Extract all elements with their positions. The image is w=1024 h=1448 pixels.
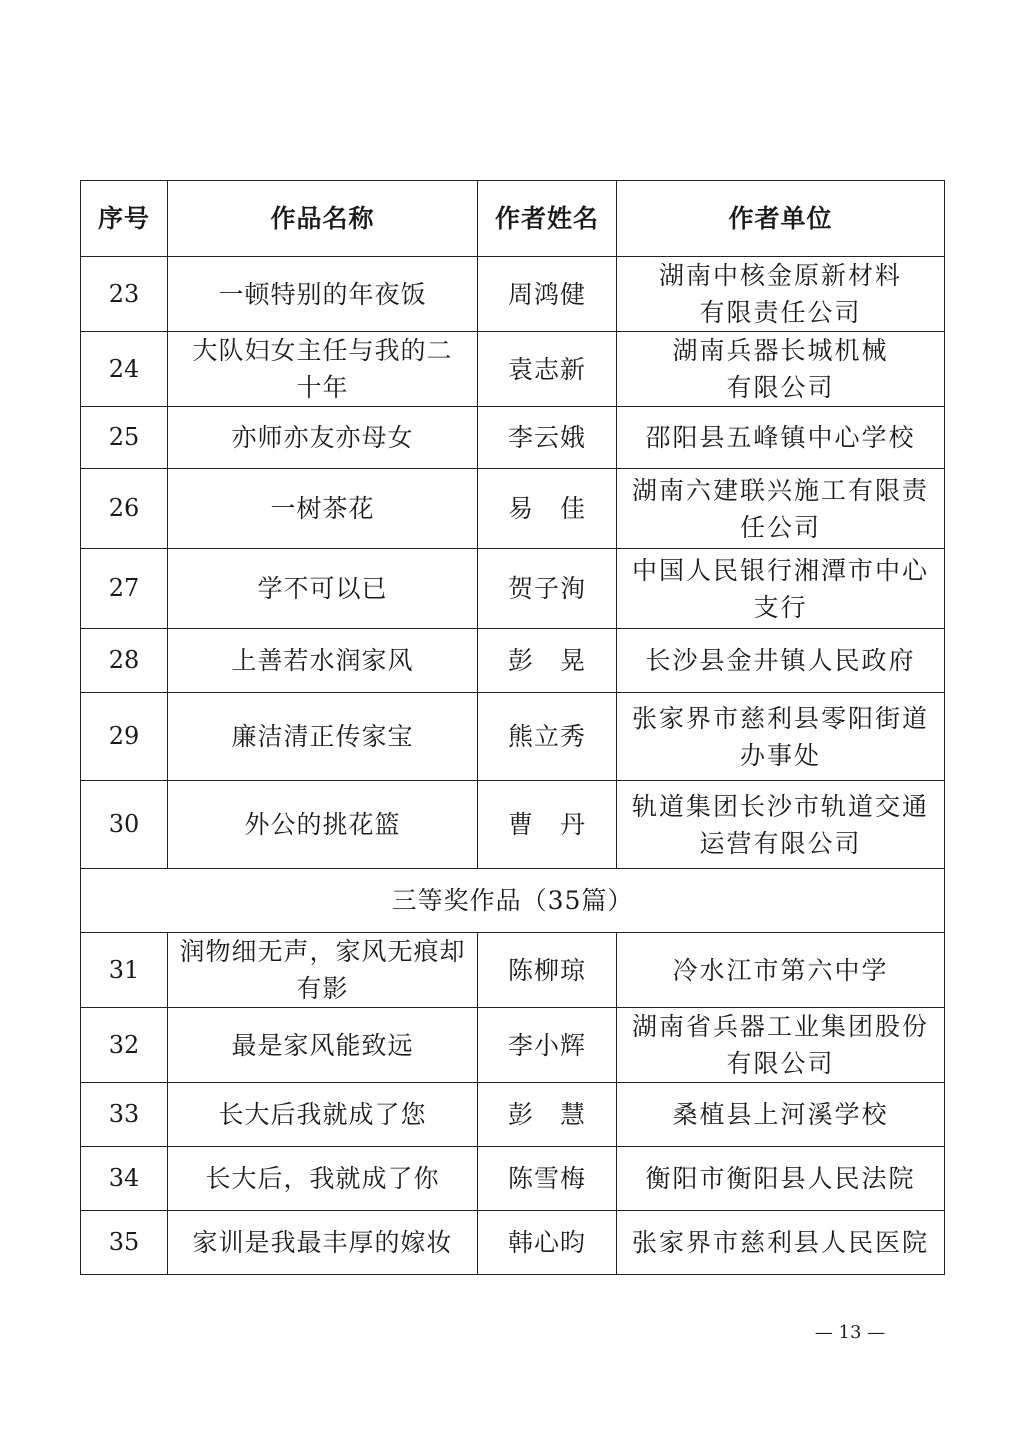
row-author: 袁志新 bbox=[478, 332, 617, 407]
row-org bbox=[617, 1147, 945, 1211]
row-org bbox=[617, 469, 945, 549]
row-title: 一顿特别的年夜饭 bbox=[168, 257, 478, 332]
org-line: 办事处 bbox=[739, 740, 821, 770]
row-title: 一树茶花 bbox=[168, 469, 478, 549]
row-org bbox=[617, 257, 945, 332]
section-label: 三等奖作品（35篇） bbox=[81, 869, 945, 933]
row-no: 28 bbox=[81, 629, 168, 693]
table-row bbox=[81, 1008, 945, 1083]
org-line: 支行 bbox=[753, 592, 808, 622]
table-header-row bbox=[81, 181, 945, 257]
row-author: 曹 丹 bbox=[478, 781, 617, 869]
org-line: 张家界市慈利县人民医院 bbox=[631, 1228, 929, 1257]
row-author: 周鸿健 bbox=[478, 257, 617, 332]
row-org bbox=[617, 407, 945, 469]
org-line: 衡阳市衡阳县人民法院 bbox=[645, 1164, 916, 1193]
row-no: 26 bbox=[81, 469, 168, 549]
row-title: 长大后，我就成了你 bbox=[168, 1147, 478, 1211]
row-author: 李云娥 bbox=[478, 407, 617, 469]
header-org: 作者单位 bbox=[617, 181, 945, 257]
row-title bbox=[168, 933, 478, 1008]
org-line: 中国人民银行湘潭市中心 bbox=[631, 555, 929, 585]
title-line: 有影 bbox=[296, 974, 349, 1003]
row-author: 韩心昀 bbox=[478, 1211, 617, 1275]
row-no: 35 bbox=[81, 1211, 168, 1275]
table-row bbox=[81, 1211, 945, 1275]
table-row bbox=[81, 407, 945, 469]
row-author: 彭 慧 bbox=[478, 1083, 617, 1147]
row-title: 长大后我就成了您 bbox=[168, 1083, 478, 1147]
table-row bbox=[81, 693, 945, 781]
row-no: 30 bbox=[81, 781, 168, 869]
row-no: 34 bbox=[81, 1147, 168, 1211]
header-no: 序号 bbox=[81, 181, 168, 257]
row-title: 亦师亦友亦母女 bbox=[168, 407, 478, 469]
row-author: 陈雪梅 bbox=[478, 1147, 617, 1211]
row-author: 李小辉 bbox=[478, 1008, 617, 1083]
row-no: 27 bbox=[81, 549, 168, 629]
awards-table bbox=[80, 180, 945, 1275]
row-title: 学不可以已 bbox=[168, 549, 478, 629]
row-org bbox=[617, 781, 945, 869]
row-org bbox=[617, 1211, 945, 1275]
table-row bbox=[81, 549, 945, 629]
org-line: 轨道集团长沙市轨道交通 bbox=[631, 791, 929, 821]
row-author: 陈柳琼 bbox=[478, 933, 617, 1008]
title-line: 大队妇女主任与我的二 bbox=[192, 336, 453, 365]
row-org bbox=[617, 1008, 945, 1083]
row-org bbox=[617, 693, 945, 781]
row-title bbox=[168, 332, 478, 407]
org-line: 张家界市慈利县零阳街道 bbox=[631, 703, 929, 733]
org-line: 有限公司 bbox=[726, 1049, 835, 1078]
table-row bbox=[81, 629, 945, 693]
row-no: 24 bbox=[81, 332, 168, 407]
row-org bbox=[617, 332, 945, 407]
row-title: 外公的挑花篮 bbox=[168, 781, 478, 869]
table-row bbox=[81, 257, 945, 332]
row-org bbox=[617, 933, 945, 1008]
row-no: 31 bbox=[81, 933, 168, 1008]
org-line: 有限公司 bbox=[726, 373, 835, 402]
row-no: 29 bbox=[81, 693, 168, 781]
section-row bbox=[81, 869, 945, 933]
row-org bbox=[617, 549, 945, 629]
title-line: 十年 bbox=[296, 373, 349, 402]
row-author: 易 佳 bbox=[478, 469, 617, 549]
org-line: 任公司 bbox=[739, 512, 821, 542]
org-line: 有限责任公司 bbox=[699, 298, 862, 327]
org-line: 邵阳县五峰镇中心学校 bbox=[645, 423, 916, 452]
row-title: 廉洁清正传家宝 bbox=[168, 693, 478, 781]
org-line: 湖南兵器长城机械 bbox=[672, 336, 889, 365]
org-line: 湖南中核金原新材料 bbox=[658, 261, 902, 290]
org-line: 长沙县金井镇人民政府 bbox=[645, 646, 916, 675]
row-title: 上善若水润家风 bbox=[168, 629, 478, 693]
row-no: 33 bbox=[81, 1083, 168, 1147]
header-title: 作品名称 bbox=[168, 181, 478, 257]
row-no: 32 bbox=[81, 1008, 168, 1083]
table-row bbox=[81, 332, 945, 407]
row-no: 23 bbox=[81, 257, 168, 332]
header-author: 作者姓名 bbox=[478, 181, 617, 257]
table-row bbox=[81, 781, 945, 869]
org-line: 湖南六建联兴施工有限责 bbox=[631, 475, 929, 505]
title-line: 润物细无声，家风无痕却 bbox=[179, 937, 466, 966]
org-line: 桑植县上河溪学校 bbox=[672, 1100, 889, 1129]
table-row bbox=[81, 469, 945, 549]
row-title: 最是家风能致远 bbox=[168, 1008, 478, 1083]
row-no: 25 bbox=[81, 407, 168, 469]
row-org bbox=[617, 1083, 945, 1147]
row-org bbox=[617, 629, 945, 693]
row-title: 家训是我最丰厚的嫁妆 bbox=[168, 1211, 478, 1275]
org-line: 运营有限公司 bbox=[699, 828, 862, 858]
row-author: 熊立秀 bbox=[478, 693, 617, 781]
org-line: 湖南省兵器工业集团股份 bbox=[631, 1012, 929, 1041]
row-author: 彭 晃 bbox=[478, 629, 617, 693]
table-row bbox=[81, 1083, 945, 1147]
page-number: — 13 — bbox=[814, 1322, 886, 1343]
table-row bbox=[81, 1147, 945, 1211]
table-row bbox=[81, 933, 945, 1008]
org-line: 冷水江市第六中学 bbox=[672, 955, 889, 985]
row-author: 贺子洵 bbox=[478, 549, 617, 629]
